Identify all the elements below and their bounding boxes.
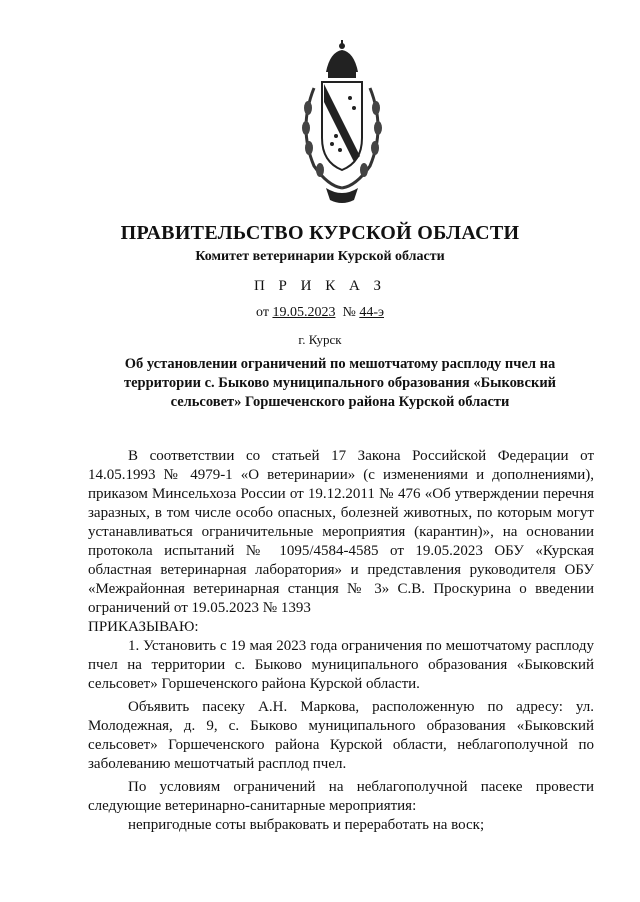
- committee-name: Комитет ветеринарии Курской области: [195, 249, 445, 264]
- order-date: 19.05.2023: [272, 305, 336, 320]
- document-type: П Р И К А З: [253, 278, 387, 294]
- number-prefix: №: [342, 305, 356, 320]
- paragraph-declare-apiary: Объявить пасеку А.Н. Маркова, расположенную по адресу: ул. Молодежная, д. 9, с. Быково муниципального образования «Быковский сельсовет» Горшеченского района Курской области, неблагополучной по заболеванию мешотчатый расплод пчел.: [88, 699, 594, 772]
- paragraph-measures: По условиям ограничений на неблагополучной пасеке провести следующие ветеринарно-санитарные мероприятия:: [88, 779, 594, 814]
- order-body: [88, 447, 594, 835]
- order-number: 44-э: [359, 305, 384, 320]
- city: г. Курск: [298, 332, 342, 347]
- paragraph-measure-combs: непригодные соты выбраковать и переработать на воск;: [128, 817, 485, 833]
- order-word: ПРИКАЗЫВАЮ:: [88, 619, 199, 635]
- date-prefix: от: [256, 305, 269, 320]
- government-name: ПРАВИТЕЛЬСТВО КУРСКОЙ ОБЛАСТИ: [120, 222, 520, 244]
- order-title: Об установлении ограничений по мешотчатому расплоду пчел на территории с. Быково муниципального образования «Быковский сельсовет» Горшеченского района Курской области: [123, 356, 557, 410]
- paragraph-preamble: В соответствии со статьей 17 Закона Российской Федерации от 14.05.1993 № 4979-1 «О ветеринарии» (с изменениями и дополнениями), приказом Минсельхоза России от 19.12.2011 № 476 «Об утверждении перечня заразных, в том числе особо опасных, болезней животных, по которым могут устанавливаться ограничительные мероприятия (карантин)», на основании протокола испытаний № 1095/4584-4585 от 19.05.2023 ОБУ «Курская областная ветеринарная лаборатория» и представления руководителя ОБУ «Межрайонная ветеринарная станция № 3» С.В. Проскурина о введении ограничений от 19.05.2023 № 1393: [88, 448, 594, 616]
- order-date-number: [0, 305, 640, 321]
- coat-of-arms-emblem: [292, 38, 392, 208]
- paragraph-item-1: 1. Установить с 19 мая 2023 года ограничения по мешотчатому расплоду пчел на территории с. Быково муниципального образования «Быковский сельсовет» Горшеченского района Курской области.: [88, 638, 594, 692]
